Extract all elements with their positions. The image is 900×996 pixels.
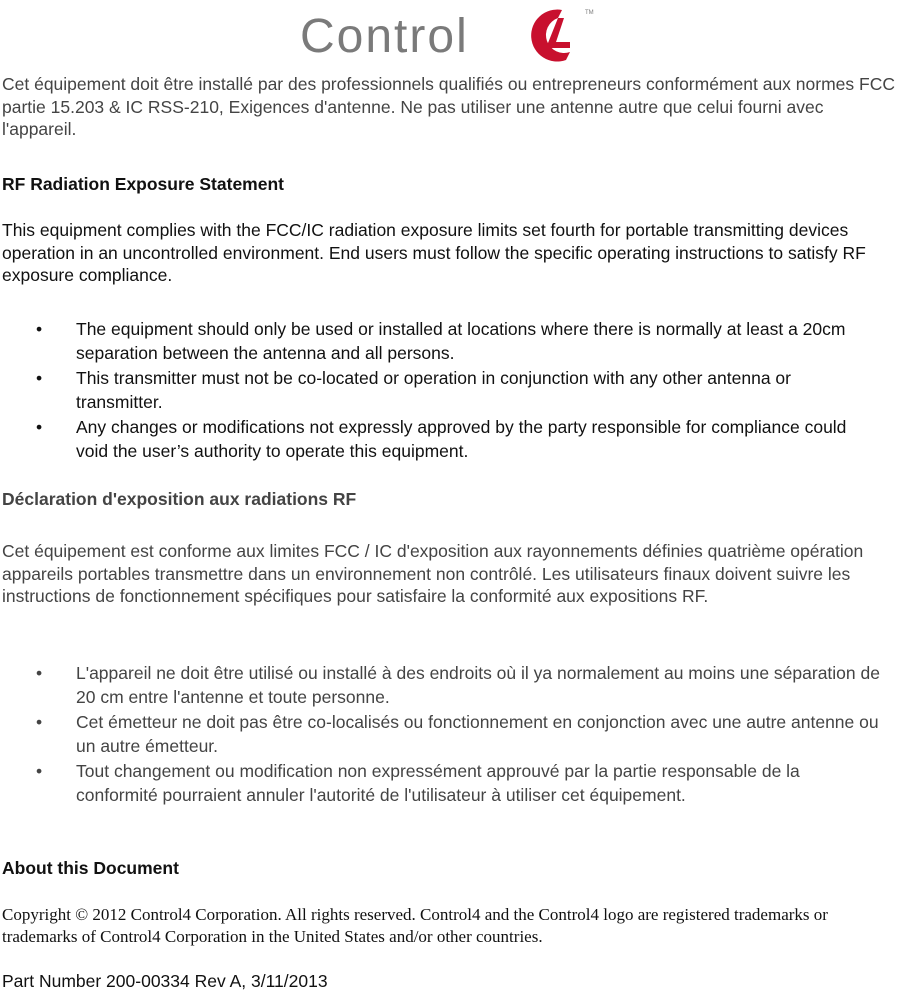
logo-4-mark: [531, 10, 570, 62]
intro-paragraph-fr: Cet équipement doit être installé par des professionnels qualifiés ou entrepreneurs conformément aux normes FCC partie 15.203 & IC RSS-210, Exigences d'antenne. Ne pas utiliser une antenne autre que celui fourni avec l'appareil.: [2, 74, 895, 139]
logo-tm: TM: [585, 10, 594, 16]
bullet-icon: •: [36, 663, 43, 683]
list-item: • L'appareil ne doit être utilisé ou installé à des endroits où il ya normalement au moins une séparation de 20 cm entre l'antenne et toute personne.: [36, 663, 880, 707]
bullet-icon: •: [36, 319, 43, 339]
control4-logo: [300, 2, 600, 66]
copyright-notice: Copyright © 2012 Control4 Corporation. All rights reserved. Control4 and the Control4 logo are registered trademarks or trademarks of Control4 Corporation in the United States and/or other countries.: [2, 905, 828, 946]
rf-exposure-body: This equipment complies with the FCC/IC radiation exposure limits set fourth for portable transmitting devices operation in an uncontrolled environment. End users must follow the specific operating instructions to satisfy RF exposure compliance.: [2, 220, 866, 285]
bullet-icon: •: [36, 417, 43, 437]
list-item: • The equipment should only be used or installed at locations where there is normally at least a 20cm separation between the antenna and all persons.: [36, 319, 846, 363]
list-item: • This transmitter must not be co-located or operation in conjunction with any other antenna or transmitter.: [36, 368, 791, 412]
about-heading: About this Document: [2, 858, 179, 878]
list-item: • Any changes or modifications not expressly approved by the party responsible for compliance could void the user’s authority to operate this equipment.: [36, 417, 847, 461]
rf-exposure-heading-fr: Déclaration d'exposition aux radiations RF: [2, 489, 357, 509]
part-number: Part Number 200-00334 Rev A, 3/11/2013: [2, 971, 328, 991]
list-item: • Cet émetteur ne doit pas être co-localisés ou fonctionnement en conjonction avec une autre antenne ou un autre émetteur.: [36, 712, 879, 756]
bullet-icon: •: [36, 712, 43, 732]
bullet-icon: •: [36, 368, 43, 388]
rf-exposure-bullets-fr: [2, 662, 882, 809]
rf-exposure-body-fr: Cet équipement est conforme aux limites FCC / IC d'exposition aux rayonnements définies quatrième opération appareils portables transmettre dans un environnement non contrôlé. Les utilisateurs finaux doivent suivre les instructions de fonctionnement spécifiques pour satisfaire la conformité aux expositions RF.: [2, 541, 864, 606]
logo-wordmark: Control: [300, 10, 469, 63]
bullet-icon: •: [36, 761, 43, 781]
list-item: • Tout changement ou modification non expressément approuvé par la partie responsable de la conformité pourraient annuler l'autorité de l'utilisateur à utiliser cet équipement.: [36, 761, 800, 805]
rf-exposure-heading: RF Radiation Exposure Statement: [2, 174, 284, 194]
logo-numeral: 4: [570, 23, 593, 66]
rf-exposure-bullets: [2, 318, 882, 465]
